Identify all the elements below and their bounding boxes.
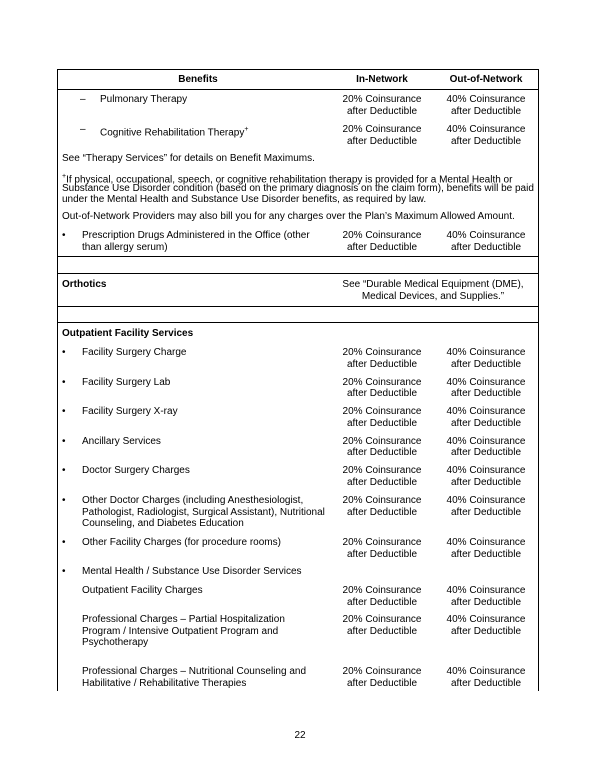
header-rule	[58, 89, 538, 90]
outpatient-item-label: Facility Surgery X-ray	[82, 406, 178, 417]
out-network-coinsurance: 40% Coinsurance	[446, 376, 526, 388]
orthotics-see-line-1: See “Durable Medical Equipment (DME),	[342, 279, 524, 290]
other-doctor-line-3: Counseling, and Diabetes Education	[82, 518, 244, 529]
bullet-marker: •	[62, 465, 66, 476]
other-facility-label: Other Facility Charges (for procedure rooms)	[82, 537, 281, 548]
out-network-deductible: after Deductible	[450, 548, 522, 560]
mh-nutri-line-2: Habilitative / Rehabilitative Therapies	[82, 677, 247, 689]
in-network-deductible: after Deductible	[346, 241, 418, 253]
out-network-coinsurance: 40% Coinsurance	[446, 230, 526, 241]
out-network-coinsurance: 40% Coinsurance	[446, 585, 526, 596]
in-network-deductible: after Deductible	[346, 417, 418, 429]
in-network-coinsurance: 20% Coinsurance	[342, 124, 422, 135]
in-network-deductible: after Deductible	[346, 596, 418, 608]
in-network-coinsurance: 20% Coinsurance	[342, 495, 422, 506]
dash-marker: –	[80, 94, 86, 105]
out-network-deductible: after Deductible	[450, 506, 522, 518]
in-network-deductible: after Deductible	[346, 548, 418, 560]
out-network-deductible: after Deductible	[450, 625, 522, 637]
header-in-network: In-Network	[356, 74, 408, 85]
other-doctor-line-1: Other Doctor Charges (including Anesthesiologist,	[82, 495, 304, 506]
mh-nutri-line-1: Professional Charges – Nutritional Counseling and	[82, 666, 307, 677]
in-network-deductible: after Deductible	[346, 105, 418, 117]
orthotics-see-line-2: Medical Devices, and Supplies.”	[361, 290, 505, 302]
bullet-marker: •	[62, 566, 66, 577]
mh-partial-line-3: Psychotherapy	[82, 637, 149, 648]
out-network-coinsurance: 40% Coinsurance	[446, 614, 526, 625]
table-top-rule	[58, 69, 538, 70]
in-network-deductible: after Deductible	[346, 476, 418, 488]
out-network-coinsurance: 40% Coinsurance	[446, 465, 526, 476]
mh-facility-label: Outpatient Facility Charges	[82, 585, 203, 596]
cognitive-therapy-label: Cognitive Rehabilitation Therapy+	[100, 126, 249, 139]
bullet-marker: •	[62, 435, 66, 447]
outpatient-item-label: Facility Surgery Lab	[82, 376, 171, 388]
section-rule	[58, 306, 538, 307]
bullet-marker: •	[62, 406, 66, 417]
in-network-deductible: after Deductible	[346, 388, 418, 399]
in-network-coinsurance: 20% Coinsurance	[342, 347, 422, 358]
outpatient-item-label: Doctor Surgery Charges	[82, 465, 190, 476]
out-of-network-billing-note: Out-of-Network Providers may also bill you for any charges over the Plan’s Maximum Allowed Amount.	[62, 211, 515, 222]
orthotics-title: Orthotics	[62, 279, 107, 290]
out-network-deductible: after Deductible	[450, 677, 522, 689]
page-number: 22	[294, 730, 306, 741]
out-network-deductible: after Deductible	[450, 105, 522, 117]
out-network-coinsurance: 40% Coinsurance	[446, 435, 526, 447]
rehab-note-line-2: Substance Use Disorder condition (based on the primary diagnosis on the claim form), benefits will be paid	[62, 182, 534, 194]
in-network-deductible: after Deductible	[346, 358, 418, 370]
dash-marker: –	[80, 124, 86, 135]
other-doctor-line-2: Pathologist, Radiologist, Surgical Assistant), Nutritional	[82, 506, 325, 518]
section-rule	[58, 322, 538, 323]
out-network-deductible: after Deductible	[450, 388, 522, 399]
out-network-coinsurance: 40% Coinsurance	[446, 537, 526, 548]
benefits-table	[57, 69, 539, 691]
out-network-coinsurance: 40% Coinsurance	[446, 124, 526, 135]
prescription-drugs-line-1: Prescription Drugs Administered in the Office (other	[82, 230, 310, 241]
outpatient-item-label: Facility Surgery Charge	[82, 347, 187, 358]
in-network-coinsurance: 20% Coinsurance	[342, 435, 422, 447]
in-network-coinsurance: 20% Coinsurance	[342, 666, 422, 677]
in-network-deductible: after Deductible	[346, 677, 418, 689]
out-network-coinsurance: 40% Coinsurance	[446, 406, 526, 417]
prescription-drugs-line-2: than allergy serum)	[82, 241, 168, 253]
in-network-coinsurance: 20% Coinsurance	[342, 614, 422, 625]
rehab-note-line-1: +If physical, occupational, speech, or cognitive rehabilitation therapy is provided for a Mental Health or	[62, 173, 513, 186]
out-network-coinsurance: 40% Coinsurance	[446, 347, 526, 358]
out-network-deductible: after Deductible	[450, 596, 522, 608]
out-network-deductible: after Deductible	[450, 135, 522, 147]
header-benefits: Benefits	[178, 74, 218, 85]
out-network-deductible: after Deductible	[450, 476, 522, 488]
pulmonary-therapy-label: Pulmonary Therapy	[100, 94, 188, 105]
outpatient-facility-title: Outpatient Facility Services	[62, 328, 194, 339]
out-network-deductible: after Deductible	[450, 241, 522, 253]
bullet-marker: •	[62, 230, 66, 241]
section-rule	[58, 256, 538, 257]
out-network-deductible: after Deductible	[450, 358, 522, 370]
out-network-deductible: after Deductible	[450, 417, 522, 429]
in-network-coinsurance: 20% Coinsurance	[342, 406, 422, 417]
in-network-coinsurance: 20% Coinsurance	[342, 585, 422, 596]
header-out-of-network: Out-of-Network	[449, 74, 523, 85]
in-network-coinsurance: 20% Coinsurance	[342, 94, 422, 105]
in-network-deductible: after Deductible	[346, 135, 418, 147]
out-network-coinsurance: 40% Coinsurance	[446, 495, 526, 506]
mental-health-title: Mental Health / Substance Use Disorder Services	[82, 566, 302, 577]
in-network-coinsurance: 20% Coinsurance	[342, 537, 422, 548]
mh-partial-line-1: Professional Charges – Partial Hospitalization	[82, 614, 285, 625]
bullet-marker: •	[62, 537, 66, 548]
in-network-coinsurance: 20% Coinsurance	[342, 465, 422, 476]
in-network-coinsurance: 20% Coinsurance	[342, 230, 422, 241]
in-network-deductible: after Deductible	[346, 447, 418, 458]
in-network-deductible: after Deductible	[346, 506, 418, 518]
bullet-marker: •	[62, 495, 66, 506]
therapy-services-note: See “Therapy Services” for details on Benefit Maximums.	[62, 153, 315, 164]
out-network-deductible: after Deductible	[450, 447, 522, 458]
mh-partial-line-2: Program / Intensive Outpatient Program and	[82, 625, 279, 637]
outpatient-item-label: Ancillary Services	[82, 435, 161, 447]
in-network-deductible: after Deductible	[346, 625, 418, 637]
bullet-marker: •	[62, 376, 66, 388]
section-rule	[58, 273, 538, 274]
rehab-note-line-3: under the Mental Health and Substance Use Disorder benefits, as required by law.	[62, 194, 427, 205]
bullet-marker: •	[62, 347, 66, 358]
in-network-coinsurance: 20% Coinsurance	[342, 376, 422, 388]
out-network-coinsurance: 40% Coinsurance	[446, 94, 526, 105]
out-network-coinsurance: 40% Coinsurance	[446, 666, 526, 677]
